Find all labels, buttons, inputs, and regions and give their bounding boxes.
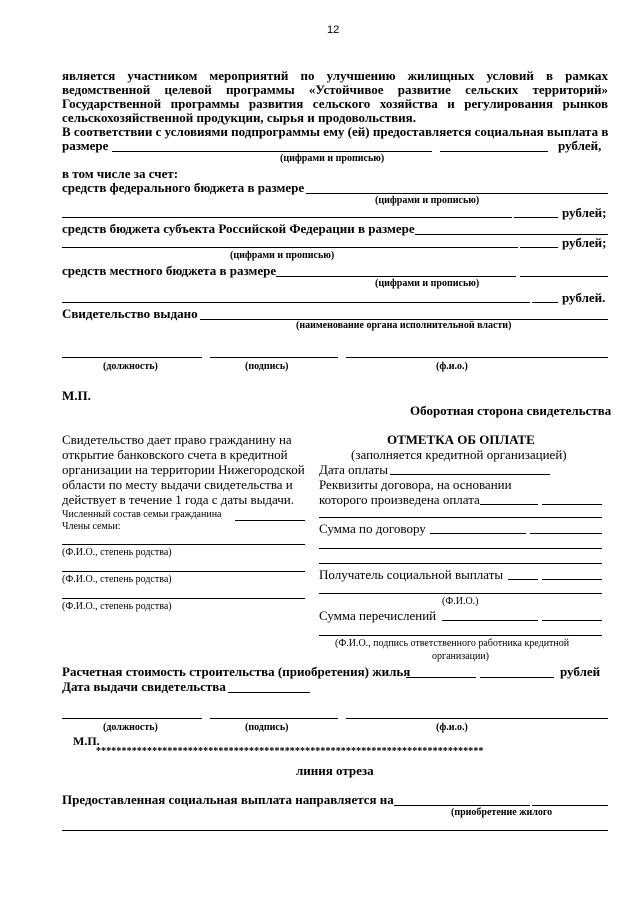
amount-label: размере — [62, 138, 109, 153]
bottom-sig-signature-hint: (подпись) — [245, 722, 289, 733]
left-line-2: открытие банковского счета в кредитной — [62, 447, 288, 462]
hint-figures-words: (цифрами и прописью) — [280, 153, 385, 164]
contract-details-2: которого произведена оплата — [319, 492, 480, 507]
amount-blank-2[interactable] — [440, 151, 548, 152]
recipient-label: Получатель социальной выплаты — [319, 567, 504, 582]
federal-label: средств федерального бюджета в размере — [62, 180, 305, 195]
cut-stars: **************************************************************************** — [96, 746, 484, 757]
sig-signature-hint: (подпись) — [245, 361, 289, 372]
intro-line-1: является участником мероприятий по улучшению жилищных условий в рамках — [62, 68, 608, 83]
relative-hint-2: (Ф.И.О., степень родства) — [62, 574, 172, 585]
federal-blank[interactable] — [306, 193, 608, 194]
stamp-mark: М.П. — [62, 388, 91, 403]
intro-line-3: Государственной программы развития сельского хозяйства и регулирования рынков — [62, 96, 608, 111]
recipient-fio-hint: (Ф.И.О.) — [442, 596, 479, 607]
contract-sum-blank-2[interactable] — [319, 548, 602, 549]
provision-line: В соответствии с условиями подпрограммы ему (ей) предоставляется социальная выплата в — [62, 124, 609, 139]
estimated-cost-blank-b[interactable] — [480, 677, 554, 678]
recipient-blank-a[interactable] — [508, 579, 538, 580]
issue-date-label: Дата выдачи свидетельства — [62, 679, 226, 694]
relative-blank-3[interactable] — [62, 598, 305, 599]
contract-blank-b[interactable] — [542, 504, 602, 505]
rubles-label-2: рублей; — [562, 205, 607, 220]
issued-by-label: Свидетельство выдано — [62, 306, 198, 321]
local-blank-2a[interactable] — [62, 302, 530, 303]
purchase-hint: (приобретение жилого — [451, 807, 553, 818]
payment-date-label: Дата оплаты — [319, 462, 388, 477]
contract-sum-blank-a[interactable] — [430, 533, 526, 534]
left-line-1: Свидетельство дает право гражданину на — [62, 432, 292, 447]
federal-blank-2b[interactable] — [514, 217, 558, 218]
recipient-blank-2[interactable] — [319, 593, 602, 594]
cut-line-label: линия отреза — [296, 763, 374, 778]
local-blank-2b[interactable] — [532, 302, 558, 303]
issue-date-blank[interactable] — [228, 692, 310, 693]
hint-figures-words-2: (цифрами и прописью) — [375, 195, 480, 206]
estimated-rubles: рублей — [560, 664, 601, 679]
left-line-4: области по месту выдачи свидетельства и — [62, 477, 293, 492]
page-number: 12 — [327, 24, 340, 36]
estimated-cost-blank-a[interactable] — [406, 677, 476, 678]
bottom-signature-blank[interactable] — [210, 718, 338, 719]
subject-blank-2b[interactable] — [520, 247, 558, 248]
directed-to-blank-b[interactable] — [532, 805, 608, 806]
transfer-sum-label: Сумма перечислений — [319, 608, 437, 623]
contract-sum-blank-3[interactable] — [319, 563, 602, 564]
relative-blank-1[interactable] — [62, 544, 305, 545]
bottom-sig-position-hint: (должность) — [103, 722, 158, 733]
bottom-position-blank[interactable] — [62, 718, 202, 719]
transfer-sum-blank-b[interactable] — [542, 620, 602, 621]
bottom-name-blank[interactable] — [346, 718, 608, 719]
officer-hint-2: организации) — [432, 651, 490, 662]
directed-to-label: Предоставленная социальная выплата направляется на — [62, 792, 394, 807]
federal-blank-2a[interactable] — [62, 217, 512, 218]
directed-to-blank-2[interactable] — [62, 830, 608, 831]
relative-blank-2[interactable] — [62, 571, 305, 572]
intro-line-4: сельскохозяйственной продукции, сырья и продовольствия. — [62, 110, 416, 125]
contract-sum-blank-b[interactable] — [530, 533, 602, 534]
position-blank[interactable] — [62, 357, 202, 358]
contract-details-1: Реквизиты договора, на основании — [319, 477, 512, 492]
transfer-sum-blank-a[interactable] — [442, 620, 538, 621]
estimated-cost-label: Расчетная стоимость строительства (приобретения) жилья — [62, 664, 411, 679]
family-count-blank[interactable] — [235, 520, 305, 521]
payment-mark-subtitle: (заполняется кредитной организацией) — [351, 447, 567, 462]
bottom-sig-name-hint: (ф.и.о.) — [436, 722, 468, 733]
relative-hint-3: (Ф.И.О., степень родства) — [62, 601, 172, 612]
signature-blank[interactable] — [210, 357, 338, 358]
left-line-5: действует в течение 1 года с даты выдачи. — [62, 492, 295, 507]
contract-blank-2[interactable] — [319, 517, 602, 518]
family-count-label: Численный состав семьи гражданина — [62, 509, 222, 520]
hint-figures-words-3: (цифрами и прописью) — [230, 250, 335, 261]
reverse-title: Оборотная сторона свидетельства — [410, 403, 612, 418]
hint-figures-words-4: (цифрами и прописью) — [375, 278, 480, 289]
relative-hint-1: (Ф.И.О., степень родства) — [62, 547, 172, 558]
officer-hint-1: (Ф.И.О., подпись ответственного работника кредитной — [335, 638, 570, 649]
rubles-label-3: рублей; — [562, 235, 607, 250]
local-label: средств местного бюджета в размере — [62, 263, 277, 278]
hint-authority: (наименование органа исполнительной власти) — [296, 320, 512, 331]
subject-label: средств бюджета субъекта Российской Федерации в размере — [62, 221, 415, 236]
family-members-label: Члены семьи: — [62, 521, 121, 532]
local-blank-b[interactable] — [520, 276, 608, 277]
left-line-3: организации на территории Нижегородской — [62, 462, 305, 477]
bottom-stamp-mark: М.П. — [73, 734, 100, 748]
rubles-label: рублей, — [558, 138, 602, 153]
subject-blank-2a[interactable] — [62, 247, 518, 248]
directed-to-blank-a[interactable] — [394, 805, 530, 806]
recipient-blank-b[interactable] — [542, 579, 602, 580]
payment-mark-title: ОТМЕТКА ОБ ОПЛАТЕ — [387, 432, 535, 447]
officer-blank[interactable] — [319, 635, 602, 636]
contract-blank-a[interactable] — [480, 504, 538, 505]
including-label: в том числе за счет: — [62, 166, 179, 181]
local-blank-a[interactable] — [276, 276, 516, 277]
intro-line-2: ведомственной целевой программы «Устойчивое развитие сельских территорий» — [62, 82, 608, 97]
payment-date-blank[interactable] — [390, 474, 550, 475]
amount-blank-1[interactable] — [112, 151, 432, 152]
rubles-label-4: рублей. — [562, 290, 606, 305]
sig-name-hint: (ф.и.о.) — [436, 361, 468, 372]
name-blank[interactable] — [346, 357, 608, 358]
sig-position-hint: (должность) — [103, 361, 158, 372]
contract-sum-label: Сумма по договору — [319, 521, 426, 536]
